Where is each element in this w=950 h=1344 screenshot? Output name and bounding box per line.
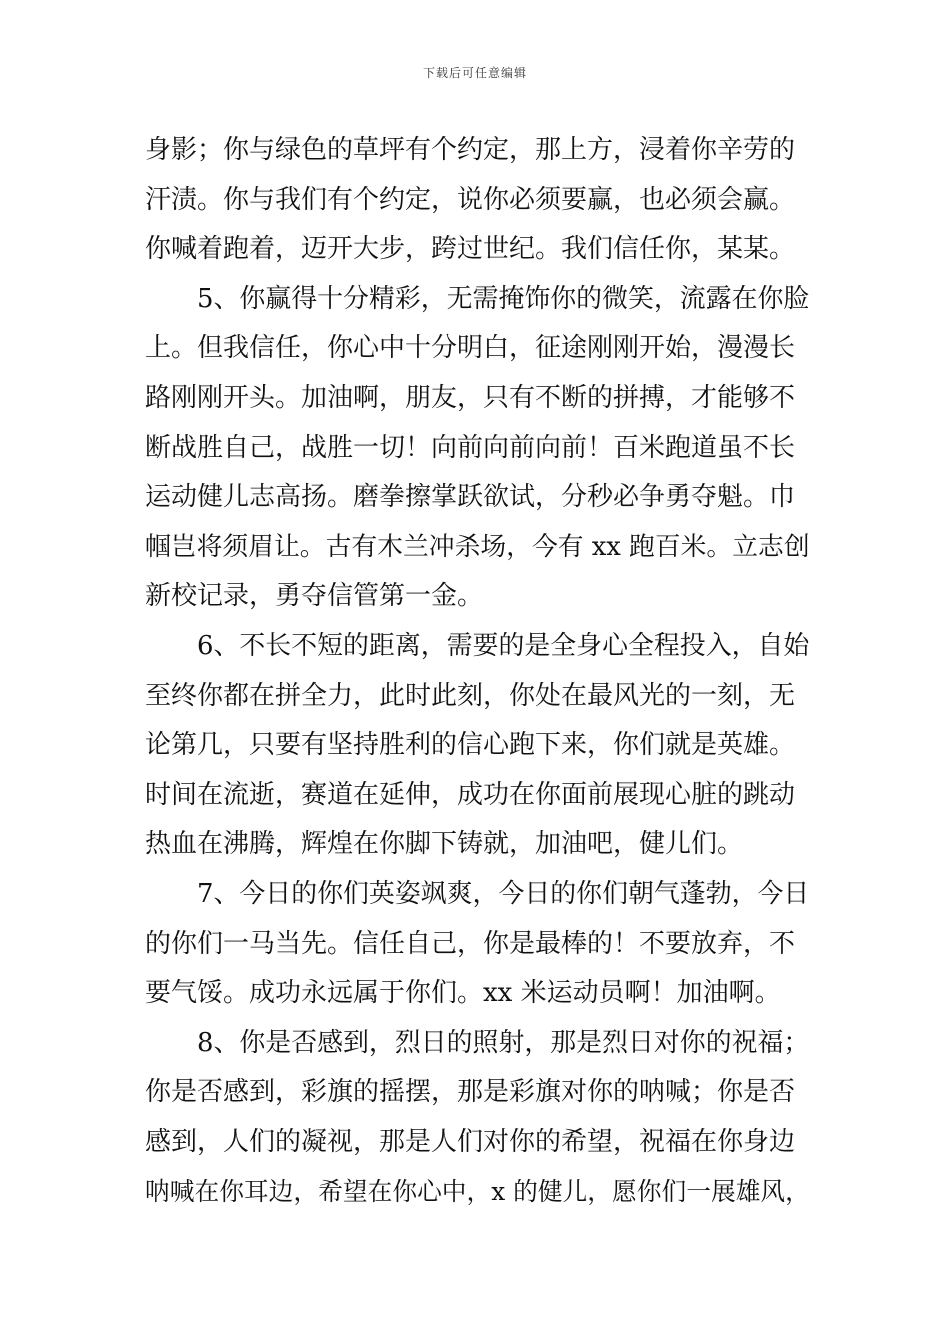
text-line: 汗渍。你与我们有个约定，说你必须要赢，也必须会赢。 — [145, 184, 796, 215]
text-line: 你喊着跑着，迈开大步，跨过世纪。我们信任你，某某。 — [145, 234, 796, 265]
page-header: 下载后可任意编辑 — [422, 66, 527, 80]
text-line: 热血在沸腾，辉煌在你脚下铸就，加油吧，健儿们。 — [145, 829, 744, 860]
text-line: 呐喊在你耳边，希望在你心中，x 的健儿，愿你们一展雄风， — [145, 1177, 810, 1207]
paragraph-first-line: 5、你赢得十分精彩，无需掩饰你的微笑，流露在你脸 — [197, 283, 810, 314]
text-line: 要气馁。成功永远属于你们。xx 米运动员啊！加油啊。 — [145, 978, 781, 1009]
text-line: 帼岂将须眉让。古有木兰冲杀场，今有 xx 跑百米。立志创 — [145, 531, 810, 562]
text-line: 论第几，只要有坚持胜利的信心跑下来，你们就是英雄。 — [145, 730, 796, 761]
paragraph-first-line: 6、不长不短的距离，需要的是全身心全程投入，自始 — [197, 630, 810, 661]
text-line: 你是否感到，彩旗的摇摆，那是彩旗对你的呐喊；你是否 — [145, 1077, 796, 1108]
text-line: 身影；你与绿色的草坪有个约定，那上方，浸着你辛劳的 — [145, 135, 796, 165]
text-line: 至终你都在拼全力，此时此刻，你处在最风光的一刻，无 — [145, 680, 796, 711]
text-line: 上。但我信任，你心中十分明白，征途刚刚开始，漫漫长 — [145, 333, 796, 364]
text-line: 断战胜自己，战胜一切！向前向前向前！百米跑道虽不长 — [145, 432, 796, 463]
text-line: 时间在流逝，赛道在延伸，成功在你面前展现心脏的跳动 — [145, 779, 796, 810]
paragraph-first-line: 7、今日的你们英姿飒爽，今日的你们朝气蓬勃，今日 — [197, 878, 810, 909]
text-line: 路刚刚开头。加油啊，朋友，只有不断的拼搏，才能够不 — [145, 382, 796, 413]
text-line: 运动健儿志高扬。磨拳擦掌跃欲试，分秒必争勇夺魁。巾 — [145, 482, 796, 513]
text-line: 新校记录，勇夺信管第一金。 — [145, 581, 484, 612]
paragraph-first-line: 8、你是否感到，烈日的照射，那是烈日对你的祝福； — [197, 1027, 810, 1058]
body-text — [145, 126, 810, 1217]
text-line: 的你们一马当先。信任自己，你是最棒的！不要放弃，不 — [145, 928, 796, 959]
text-line: 感到，人们的凝视，那是人们对你的希望，祝福在你身边 — [145, 1126, 796, 1157]
